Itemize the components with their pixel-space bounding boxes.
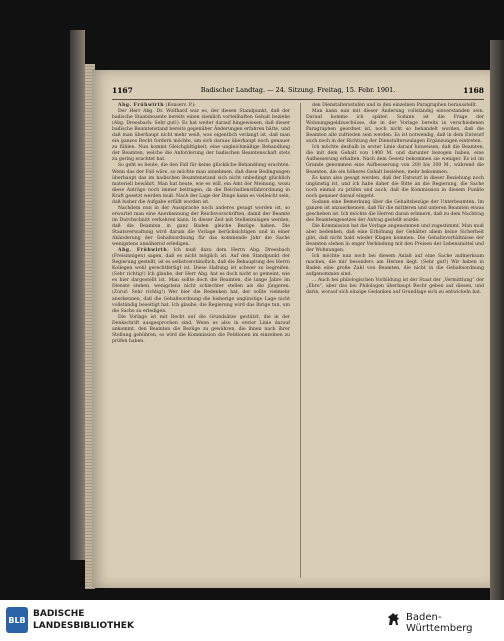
- left-text-column: [112, 103, 290, 345]
- right-page-number: 1168: [463, 86, 484, 95]
- paragraph-text: Man kann nun mit dieser Änderung vollständig einverstanden sein. Darauf komme ich später. Sodann ist die Frage der Wohnungsgeldzuschüsse, die in der Vorlage bereits in verschiedenen Paragraphen geordnet ist, noch nicht so behandelt worden, daß die Beamten alle zufrieden sein werden. Es ist notwendig, daß in dem Entwurf auch noch in der Richtung der Dienstalterszulagen Ergänzungen eintreten.: [306, 109, 484, 145]
- paragraph: [306, 278, 484, 296]
- paragraph-text: Ich möchte nun noch bei diesem Anlaß auf eine Sache aufmerksam machen, die mir besonders am Herzen liegt. (Sehr gut!) Wir haben in Baden eine große Zahl von Beamten, die nicht in die Gehaltsordnung aufgenommen sind.: [306, 254, 484, 278]
- paragraph-text: ... Auch bei philologischen Vorbildung ist der Staat der „Vermittlung“ der „Ehre“, aber das bei Philologen überhaupt Recht geben auf diesen, und darin, worauf sich einzige Gedanken auf Grundlage sich zu entwickeln hat.: [306, 278, 484, 296]
- paragraph-text: Die Vorlage ist mit Recht auf die Grundsätze gestützt, die in der Denkschrift ausgesprochen sind. Wenn es also in erster Linie darauf ankommt, den Beamten die Bezüge zu gewähren, die ihnen nach ihrer Stellung gebühren, so wird die Kommission die Petitionen im einzelnen zu prüfen haben.: [112, 314, 290, 344]
- paragraph: [306, 145, 484, 175]
- paragraph-text: Die Kommission hat die Vorlage angenommen und zugestimmt. Man muß aber bedenken, daß eine Erhöhung der Gehälter allein keine Sicherheit gibt, daß nicht bald wieder Klagen kommen. Die Gehaltsverhältnisse der Beamten stehen in enger Verbindung mit den Preisen der Lebensmittel und der Wohnungen.: [306, 223, 484, 254]
- paragraph: [306, 254, 484, 278]
- blb-logo[interactable]: BLB: [6, 607, 28, 633]
- paragraph: [112, 109, 290, 163]
- paragraph-text: Es kann also gesagt werden, daß der Entwurf in dieser Beziehung noch ungünstig ist, und ich habe daher die Bitte an die Regierung, die Sache noch einmal zu prüfen und auch, daß die Kommission in diesem Punkte noch genauer darauf eingeht.: [306, 175, 484, 199]
- paragraph-text: Ich möchte deshalb in erster Linie darauf hinweisen, daß die Beamten, die mit dem Gehalt von 1400 M. und darunter bezogen haben, eine Aufbesserung erhalten. Nach dem Gesetz bekommen sie weniger. Es ist im Grunde genommen eine Aufbesserung von 200 bis 300 M., während die Beamten, die ein höheres Gehalt beziehen, mehr bekommen.: [306, 145, 484, 175]
- blb-name[interactable]: [33, 608, 134, 632]
- left-page-number: 1167: [112, 86, 133, 95]
- blb-name-line2: LANDESBIBLIOTHEK: [33, 621, 134, 631]
- header-rule: [112, 99, 484, 100]
- paragraph-text: Nachdem nun in der Aussprache noch anderes gesagt worden ist, so erwartet man eine Anerkennung der Reichsvorschriften, damit der Beamte im Durchschnitt verkehren kann. In dieser Zeit mit Stellenzulagen werden, daß die Beamten in ganz Baden gleiche Bezüge haben. Die Staatsverwaltung wird darum die Vorlage berücksichtigen und in einer Abänderung der Gehaltsordnung für das kommende Jahr die Sache wenigstens annähernd erledigen.: [112, 205, 290, 248]
- paragraph-text: Sodann eine Bemerkung über die Gehaltsbezüge der Unterbeamten. Im ganzen ist anzuerkennen, daß für die mittleren und unteren Beamten etwas geschehen ist. Ich möchte die Herren daran erinnern, daß zu dem Nachtrag des Beamtengesetzes der Antrag gestellt wurde.: [306, 199, 484, 223]
- paragraph-text: den Dienstaltersstufen und in den einzelnen Paragraphen herausstellt.: [312, 103, 478, 108]
- paragraph: [112, 315, 290, 345]
- baden-wuerttemberg-label[interactable]: Baden-Württemberg: [406, 612, 473, 634]
- paragraph: [112, 163, 290, 205]
- paragraph: [306, 224, 484, 254]
- book-spine: [70, 30, 85, 560]
- paragraph: [112, 248, 290, 315]
- baden-wuerttemberg-lion-icon: [386, 611, 402, 627]
- paragraph: [112, 206, 290, 248]
- paragraph-text: So geht es heute, die den Fall für keine glückliche Behandlung erachten. Wenn das der Fall wäre, so möchte man annehmen, daß diese Bedingungen überhaupt das im badischen Beamtenstand sich nicht unbedingt glücklich materiell bewährt. Man hat heute, wie es will, ein Amt der Meinung, wozu diese Anträge noch immer beitragen, da die Reichsdienstfahrordnung in Kraft gesetzt werden muß. Nach der Lage der Dinge kann es vielleicht sein, daß bisher die Aufgabe erfüllt worden ist.: [112, 163, 290, 205]
- page-header: [112, 86, 484, 98]
- paragraph-text: Ich muß dazu dem Herrn Abg. Dreesbach (Freisinnigen) sagen, daß es nicht möglich ist. Auf den Standpunkt der Regierung gestellt, ist es selbstverständlich, daß die Behauptung des Herrn Kollegen wohl gerechtfertigt ist. Diese Haltung ist schwer zu begreifen. (Sehr richtig!) Ich glaube, der Herr Abg. hat es doch nicht so gemeint, wie es hier dargestellt ist. Man sollte doch die Beamten, die lange Jahre im Dienste stehen, wenigstens nicht schlechter stellen als die jüngeren. (Zuruf: Sehr richtig!) Wer hier die Bedenken hat, der sollte vielmehr anerkennen, daß die Gehaltsordnung die bisherige ungünstige Lage nicht vollständig beseitigt hat. Ich glaube, die Regierung wird das Ihrige tun, um die Sache zu erledigen.: [112, 248, 290, 314]
- column-separator: [300, 103, 301, 578]
- paragraph: [306, 176, 484, 200]
- speaker-suffix: (Konserv. P.):: [164, 103, 196, 108]
- paragraph: [306, 109, 484, 145]
- blb-name-line1: BADISCHE: [33, 609, 85, 619]
- speaker-suffix: :: [167, 248, 169, 254]
- paragraph-text: Der Herr Abg. Dr. Wolfhard war es, der diesen Standpunkt, daß der badische Staatsbeamte bereits einen ziemlich vorteilhaften Gehalt beziehe (Abg. Dreesbach: Sehr gut!). Es hat weiter darauf hingewiesen, daß dieser badische Beamtenstand bereits gegenüber Änderungen erfahren hätte, und daß man überhaupt nicht mehr weiß, was eigentlich verlangt ist, daß man ein ganzes Recht fordern möchte, um sich daraus überhaupt noch genauer zu fühlen. Nun kommt Gleichgültigkeit, eine ungleichmäßige Behandlung der Beamten, welche die Anforderung der badischen Beamtenschaft stets zu gering erachtet hat.: [112, 109, 290, 163]
- running-title: Badischer Landtag. — 24. Sitzung. Freitag, 15. Febr. 1901.: [200, 86, 396, 94]
- right-text-column: [306, 103, 484, 297]
- speaker-name: Abg. Frühwirth: [118, 248, 168, 254]
- book-right-edge: [490, 40, 504, 600]
- paragraph: [306, 200, 484, 224]
- speaker-name: Abg. Frühwirth: [118, 103, 165, 108]
